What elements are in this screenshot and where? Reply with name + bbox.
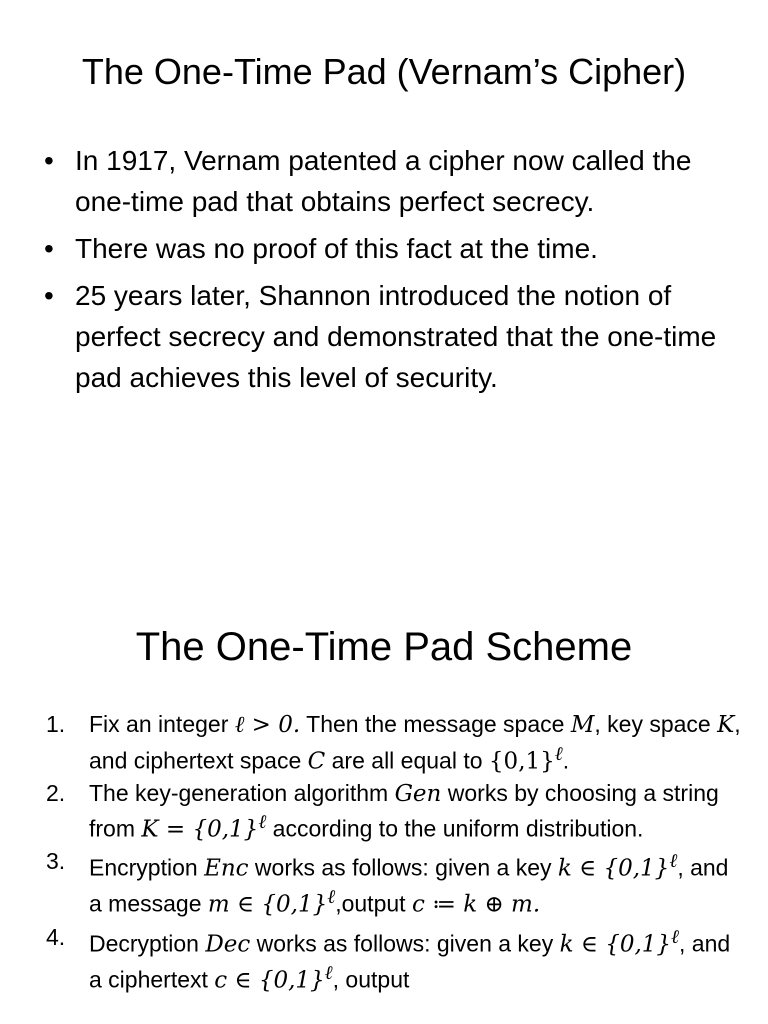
math: k ∈ {0,1} (557, 855, 670, 882)
math: M (570, 712, 595, 738)
math: c ≔ k ⊕ m. (411, 892, 541, 919)
item-number: 3. (46, 848, 66, 875)
math: K = {0,1} (141, 816, 259, 843)
math-superscript: ℓ (554, 741, 563, 765)
bullet-icon: • (44, 145, 54, 176)
list-item: 1. Fix an integer ℓ > 0. Then the message space M, key space K, and ciphertext space C are all equal to $\{0,1\}^\ell$. (46, 711, 741, 775)
math-superscript: ℓ (324, 960, 333, 984)
item-number: 4. (46, 923, 66, 950)
slide-title: The One-Time Pad Scheme (135, 625, 633, 669)
math-superscript: ℓ (669, 849, 678, 873)
math: m ∈ {0,1} (207, 892, 328, 919)
slide-title: The One-Time Pad (Vernam’s Cipher) (81, 51, 687, 92)
bullet-item: • 25 years later, Shannon introduced the notion of perfect secrecy and demonstrated that the one-time pad achieves this level of security. (44, 275, 734, 398)
math: K (717, 712, 735, 738)
math: ℓ > 0. (234, 712, 301, 738)
list-item: 4. Decryption Dec works as follows: given a key k ∈ $\{0,1\}^\ell$, and a ciphertext c ∈ $\{0,1\}^\ell$, output (46, 923, 731, 994)
math: C (307, 748, 326, 775)
bullet-item: • In 1917, Vernam patented a cipher now called the one-time pad that obtains perfect secrecy. (44, 140, 734, 222)
math: {0,1} (488, 748, 555, 775)
list-item: 3. Encryption Enc works as follows: given a key k ∈ $\{0,1\}^\ell$, and a message m ∈ $\{0,1\}^\ell,output$ c ≔ k ⊕ m. (46, 848, 729, 919)
math-superscript: ℓ (258, 810, 267, 834)
numbered-list (46, 710, 746, 998)
bullet-list (44, 140, 734, 404)
slide-one-time-pad-scheme (0, 512, 768, 1024)
list-item: 2. The key-generation algorithm Gen works by choosing a string from $K = \{0,1\}^\ell$ according to the uniform distribution. (46, 779, 719, 843)
bullet-item: • There was no proof of this fact at the time. (44, 228, 734, 269)
math: Gen (394, 780, 442, 807)
math: k ∈ {0,1} (559, 931, 672, 958)
math: c ∈ {0,1} (214, 967, 325, 994)
math: Enc (204, 855, 249, 882)
bullet-icon: • (44, 233, 54, 264)
math-superscript: ℓ (327, 885, 336, 909)
bullet-icon: • (44, 280, 54, 311)
item-number: 2. (46, 779, 66, 806)
math: Dec (205, 931, 251, 958)
math-superscript: ℓ (671, 924, 680, 948)
item-number: 1. (46, 711, 66, 737)
